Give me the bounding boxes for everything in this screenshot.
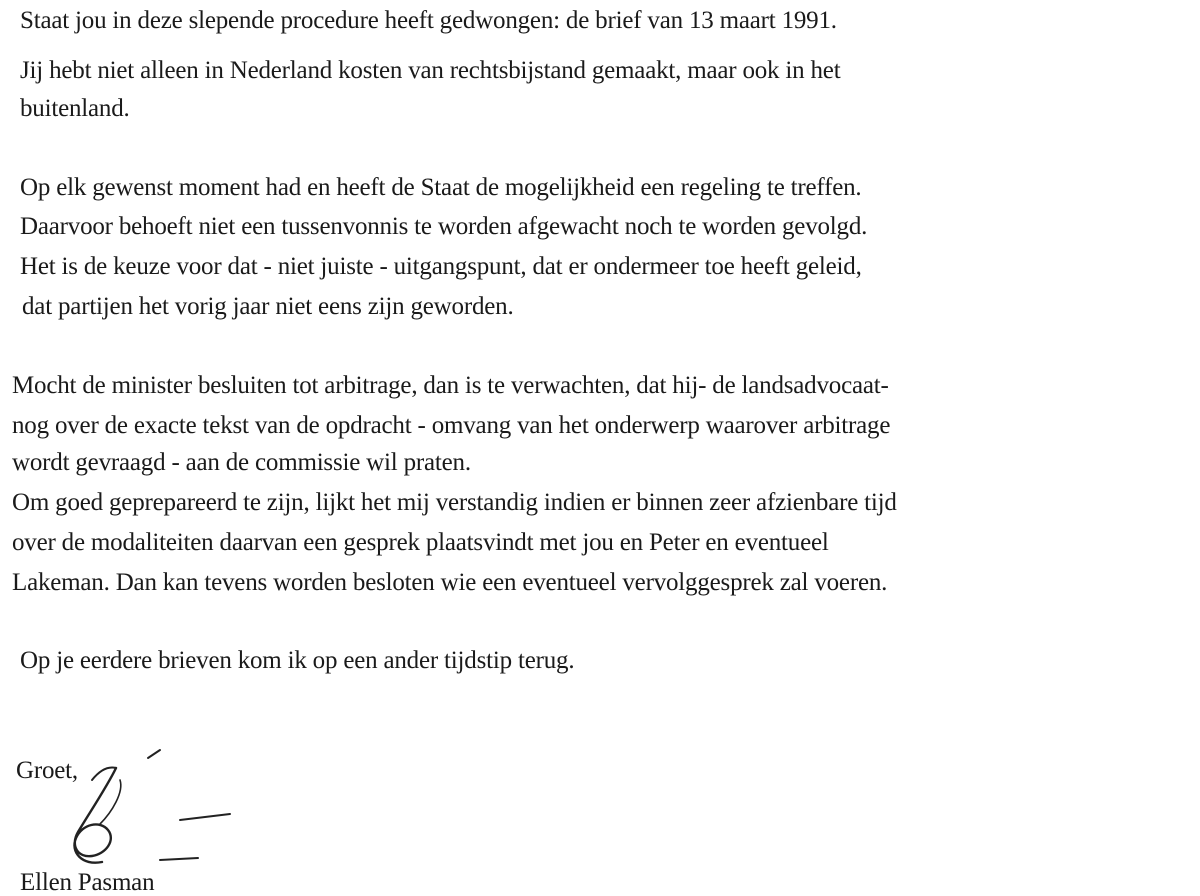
letter-line: Daarvoor behoeft niet een tussenvonnis te worden afgewacht noch te worden gevolgd. — [20, 213, 868, 240]
signer-name: Ellen Pasman — [20, 869, 155, 896]
letter-line: Het is de keuze voor dat - niet juiste - uitgangspunt, dat er ondermeer toe heeft geleid, — [20, 253, 862, 280]
letter-line: dat partijen het vorig jaar niet eens zijn geworden. — [22, 293, 514, 320]
letter-line: Jij hebt niet alleen in Nederland kosten van rechtsbijstand gemaakt, maar ook in het — [20, 57, 841, 84]
letter-line: Op elk gewenst moment had en heeft de Staat de mogelijkheid een regeling te treffen. — [20, 174, 862, 201]
closing-greeting: Groet, — [16, 757, 78, 784]
letter-line: Om goed geprepareerd te zijn, lijkt het mij verstandig indien er binnen zeer afzienbare tijd — [12, 489, 897, 516]
letter-line: over de modaliteiten daarvan een gesprek plaatsvindt met jou en Peter en eventueel — [12, 529, 829, 556]
handwritten-signature — [30, 740, 250, 880]
letter-line: Op je eerdere brieven kom ik op een ander tijdstip terug. — [20, 647, 575, 674]
letter-line: Mocht de minister besluiten tot arbitrage, dan is te verwachten, dat hij- de landsadvocaat- — [12, 372, 889, 399]
letter-line: Lakeman. Dan kan tevens worden besloten wie een eventueel vervolggesprek zal voeren. — [12, 569, 888, 596]
letter-line: Staat jou in deze slepende procedure heeft gedwongen: de brief van 13 maart 1991. — [20, 7, 837, 34]
letter-line: nog over de exacte tekst van de opdracht - omvang van het onderwerp waarover arbitrage — [12, 412, 891, 439]
letter-line: buitenland. — [20, 95, 130, 122]
letter-line: wordt gevraagd - aan de commissie wil praten. — [12, 449, 471, 476]
